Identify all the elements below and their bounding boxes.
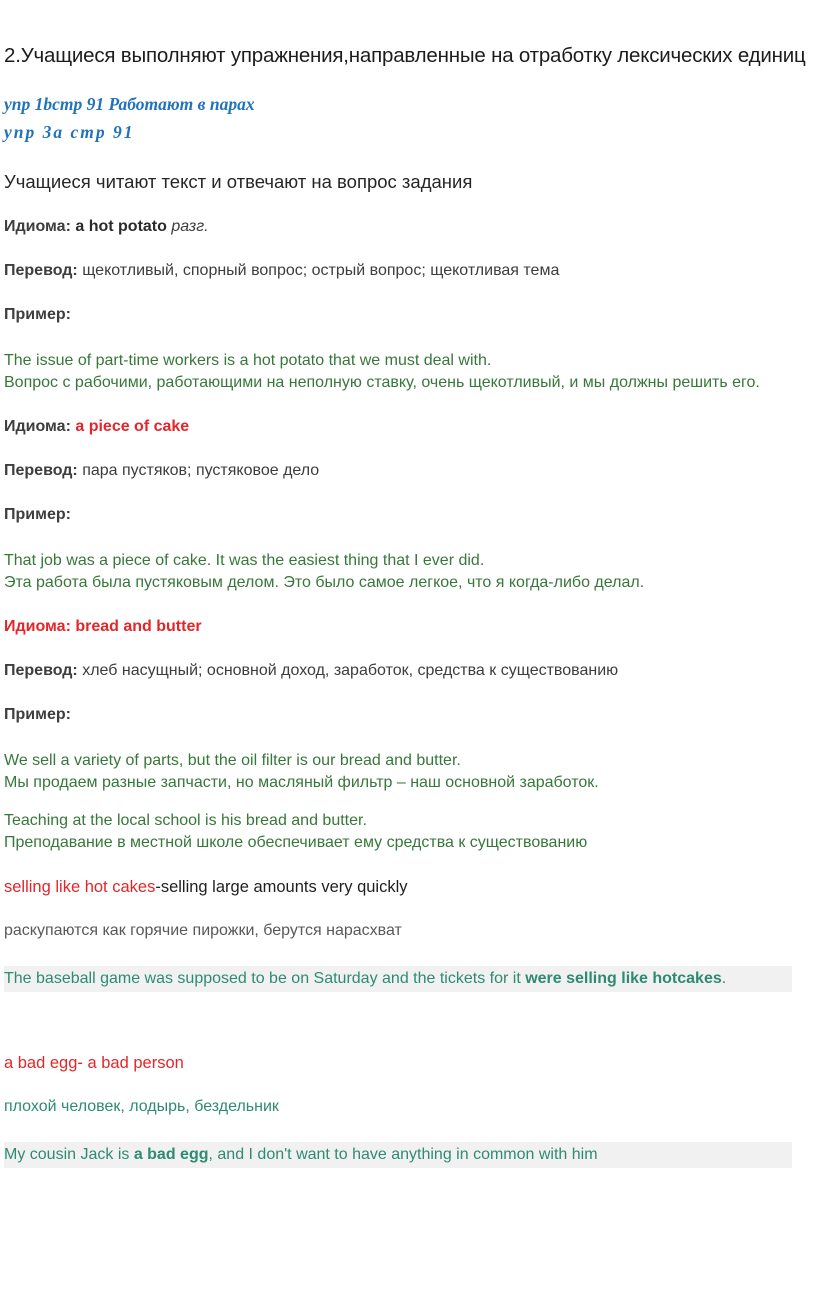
idiom3-example-2: [4, 810, 806, 854]
idiom5-definition-line: [4, 1052, 806, 1074]
idiom3-translation-line: [4, 660, 806, 682]
idiom4-term: selling like hot cakes: [4, 878, 156, 896]
idiom3-example1-ru: Мы продаем разные запчасти, но масляный фильтр – наш основной заработок.: [4, 774, 599, 791]
idiom5-example-suffix: , and I don't want to have anything in common with him: [208, 1146, 598, 1163]
idiom3-example2-en: Teaching at the local school is his bread and butter.: [4, 812, 367, 829]
idiom5-definition: - a bad person: [77, 1054, 184, 1072]
idiom5-translation: плохой человек, лодырь, бездельник: [4, 1098, 279, 1115]
example-label: Пример:: [4, 506, 71, 523]
idiom4-definition: -selling large amounts very quickly: [155, 878, 408, 896]
idiom-label: Идиома:: [4, 418, 71, 435]
idiom4-example-prefix: The baseball game was supposed to be on Saturday and the tickets for it: [4, 970, 526, 987]
idiom3-example-1: [4, 750, 806, 794]
idiom2-example-ru: Эта работа была пустяковым делом. Это было самое легкое, что я когда-либо делал.: [4, 574, 645, 591]
idiom3-example1-en: We sell a variety of parts, but the oil filter is our bread and butter.: [4, 752, 461, 769]
idiom4-highlighted-example: [4, 966, 792, 992]
idiom1-heading: [4, 216, 806, 238]
idiom2-example: [4, 550, 806, 594]
translation-label: Перевод:: [4, 662, 78, 679]
idiom3-heading: Идиома: bread and butter: [4, 618, 202, 635]
idiom1-example-label-line: [4, 304, 806, 326]
idiom2-example-label-line: [4, 504, 806, 526]
idiom1-translation-line: [4, 260, 806, 282]
idiom1-name: a hot potato: [70, 218, 167, 235]
idiom3-translation: хлеб насущный; основной доход, заработок, средства к существованию: [77, 662, 619, 679]
idiom4-example-bold: were selling like hotcakes: [525, 970, 722, 987]
idiom1-register: разг.: [166, 218, 209, 235]
page-title: 2.Учащиеся выполняют упражнения,направленные на отработку лексических единиц: [4, 44, 806, 67]
idiom5-term: a bad egg: [4, 1054, 78, 1072]
idiom1-example-en: The issue of part-time workers is a hot potato that we must deal with.: [4, 352, 492, 369]
idiom5-example-bold: a bad egg: [133, 1146, 209, 1163]
task-subtitle: Учащиеся читают текст и отвечают на вопрос задания: [4, 171, 473, 192]
idiom2-heading: [4, 416, 806, 438]
idiom4-example-suffix: .: [721, 970, 727, 987]
idiom2-translation-line: [4, 460, 806, 482]
example-label: Пример:: [4, 706, 71, 723]
translation-label: Перевод:: [4, 262, 78, 279]
idiom1-translation: щекотливый, спорный вопрос; острый вопрос; щекотливая тема: [77, 262, 560, 279]
idiom3-example2-ru: Преподавание в местной школе обеспечивает ему средства к существованию: [4, 834, 588, 851]
idiom5-highlighted-example: [4, 1142, 792, 1168]
translation-label: Перевод:: [4, 462, 78, 479]
idiom5-example-prefix: My cousin Jack is: [4, 1146, 134, 1163]
idiom4-definition-line: [4, 876, 806, 898]
idiom2-name: a piece of cake: [70, 418, 190, 435]
idiom-label: Идиома:: [4, 218, 71, 235]
idiom3-example-label-line: [4, 704, 806, 726]
idiom1-example: [4, 350, 806, 394]
idiom1-example-ru: Вопрос с рабочими, работающими на неполную ставку, очень щекотливый, и мы должны решить его.: [4, 374, 760, 391]
example-label: Пример:: [4, 306, 71, 323]
exercise-reference-1: упр 1bстр 91 Работают в парах: [4, 94, 255, 114]
exercise-reference-2: упр 3а стр 91: [4, 122, 135, 142]
idiom4-translation: раскупаются как горячие пирожки, берутся нарасхват: [4, 922, 402, 939]
idiom2-example-en: That job was a piece of cake. It was the easiest thing that I ever did.: [4, 552, 485, 569]
idiom2-translation: пара пустяков; пустяковое дело: [77, 462, 320, 479]
